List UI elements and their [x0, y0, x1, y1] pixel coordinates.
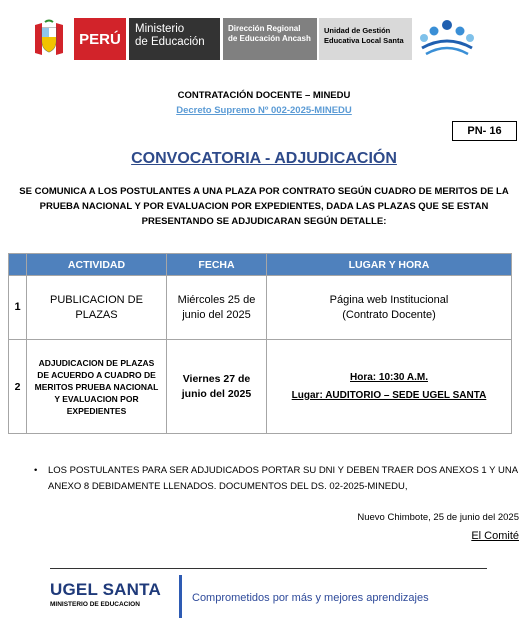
note-text: LOS POSTULANTES PARA SER ADJUDICADOS PORTAR SU DNI Y DEBEN TRAER DOS ANEXOS 1 Y UNA ANEXO 8 DEBIDAMENTE LLENADOS. DOCUMENTOS DEL DS. 02-2025-MINEDU, — [48, 465, 518, 492]
dre-line-2: de Educación Ancash — [228, 34, 311, 43]
peru-label: PERÚ — [74, 18, 126, 60]
place-line-1: Página web Institucional — [329, 293, 449, 306]
activity-text: PUBLICACION DE PLAZAS — [50, 293, 143, 321]
requirements-note — [34, 463, 524, 495]
table-row — [9, 340, 512, 434]
bullet-icon: • — [34, 465, 38, 476]
footer-brand-name: UGEL SANTA — [50, 580, 161, 599]
place-line-2: Lugar: AUDITORIO – SEDE UGEL SANTA — [291, 389, 487, 401]
ugel-people-logo-icon — [418, 18, 476, 60]
document-code-box: PN- 16 — [452, 121, 517, 141]
header-date: FECHA — [167, 254, 267, 276]
page-title: CONVOCATORIA - ADJUDICACIÓN — [131, 150, 397, 167]
header-num — [9, 254, 27, 276]
place-line-1: Hora: 10:30 A.M. — [350, 371, 428, 383]
row-activity — [27, 276, 167, 340]
dre-line-1: Dirección Regional — [228, 24, 301, 33]
ugel-label — [319, 18, 412, 60]
footer-brand — [50, 580, 161, 608]
row-date — [167, 276, 267, 340]
schedule-table — [8, 253, 512, 434]
date-text: Viernes 27 de junio del 2025 — [181, 372, 252, 400]
footer-accent-bar — [179, 575, 182, 618]
row-number: 1 — [9, 276, 27, 340]
row-activity: ADJUDICACION DE PLAZAS DE ACUERDO A CUADRO DE MERITOS PRUEBA NACIONAL Y EVALUACION POR EXPEDIENTES — [27, 340, 167, 434]
date-text: Miércoles 25 de junio del 2025 — [177, 293, 256, 321]
place-date: Nuevo Chimbote, 25 de junio del 2025 — [357, 512, 519, 523]
footer-divider — [50, 568, 487, 569]
header-logos — [28, 18, 476, 60]
contratacion-heading: CONTRATACIÓN DOCENTE – MINEDU — [177, 90, 351, 101]
header-place: LUGAR Y HORA — [267, 254, 512, 276]
place-line-2: (Contrato Docente) — [342, 308, 436, 321]
row-place — [267, 276, 512, 340]
ministry-line-1: Ministerio — [135, 23, 185, 35]
row-date — [167, 340, 267, 434]
ministry-line-2: de Educación — [135, 36, 205, 48]
footer-brand-sub: MINISTERIO DE EDUCACION — [50, 601, 140, 608]
ugel-line-2: Educativa Local Santa — [324, 35, 404, 45]
committee-signature: El Comité — [471, 530, 519, 542]
intro-paragraph: SE COMUNICA A LOS POSTULANTES A UNA PLAZA POR CONTRATO SEGÚN CUADRO DE MERITOS DE LA PRUEBA NACIONAL Y POR EVALUACION POR EXPEDIENTES, DADA LAS PLAZAS QUE SE ESTAN PRESENTANDO SE ADJUDICARAN SEGÚN DETALLE: — [19, 186, 509, 227]
ministry-label — [129, 18, 220, 60]
table-header-row — [9, 254, 512, 276]
ugel-line-1: Unidad de Gestión — [324, 26, 391, 35]
peru-coat-of-arms-icon — [28, 18, 70, 60]
row-number: 2 — [9, 340, 27, 434]
footer-slogan: Comprometidos por más y mejores aprendizajes — [192, 592, 429, 604]
dre-label — [223, 18, 317, 60]
header-activity: ACTIVIDAD — [27, 254, 167, 276]
decreto-link[interactable]: Decreto Supremo Nº 002-2025-MINEDU — [176, 105, 352, 116]
table-row — [9, 276, 512, 340]
row-place — [267, 340, 512, 434]
